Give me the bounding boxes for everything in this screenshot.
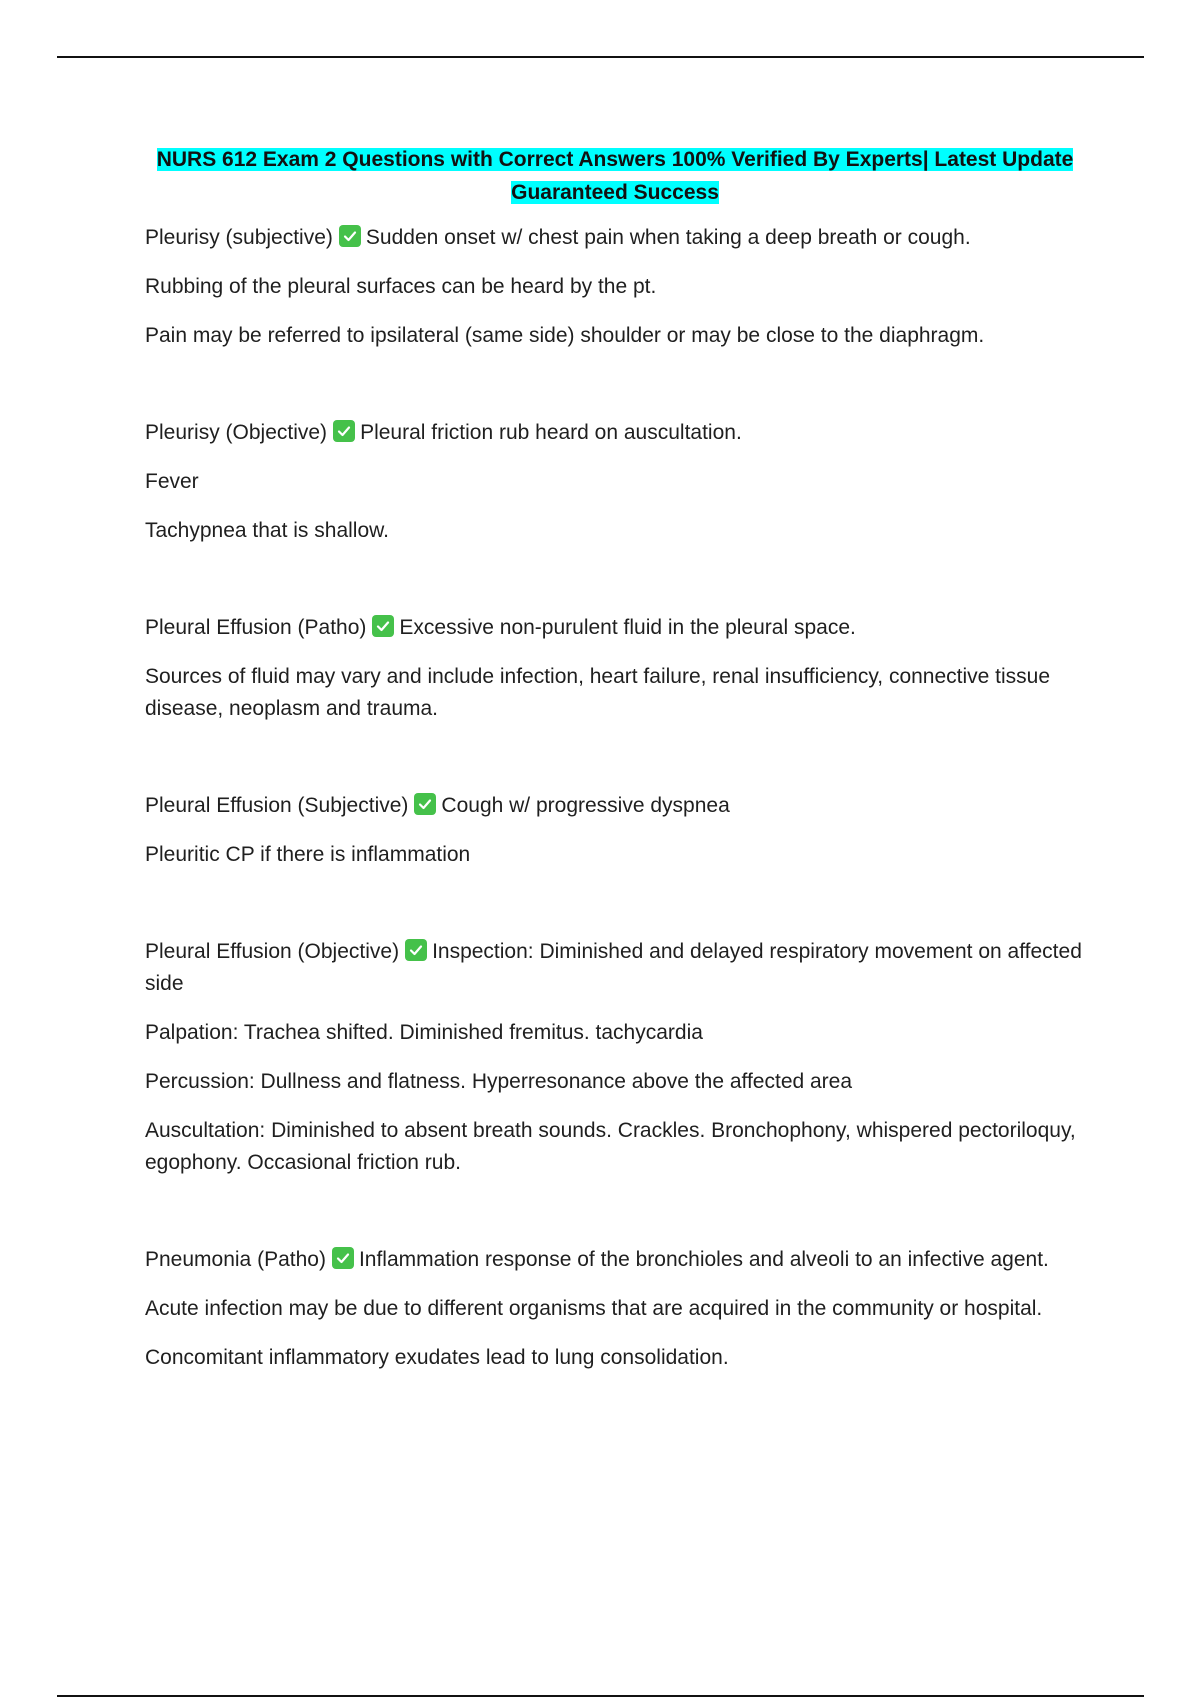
qa-term: Pleural Effusion (Objective) <box>145 940 400 963</box>
qa-detail-line: Tachypnea that is shallow. <box>145 519 389 542</box>
check-mark-icon <box>372 615 394 637</box>
qa-detail-line: Acute infection may be due to different organisms that are acquired in the community or hospital. <box>145 1297 1043 1320</box>
qa-entry <box>145 790 1085 871</box>
qa-entry <box>145 417 1085 547</box>
qa-detail-line: Pain may be referred to ipsilateral (same side) shoulder or may be close to the diaphragm. <box>145 324 985 347</box>
header-rule <box>57 56 1144 58</box>
qa-detail-line: Sources of fluid may vary and include infection, heart failure, renal insufficiency, connective tissue disease, neoplasm and trauma. <box>145 665 1051 720</box>
footer-rule <box>57 1695 1144 1697</box>
qa-term: Pneumonia (Patho) <box>145 1248 326 1271</box>
qa-answer: Inflammation response of the bronchioles and alveoli to an infective agent. <box>358 1248 1049 1271</box>
qa-term: Pleural Effusion (Patho) <box>145 616 367 639</box>
title-line-1: NURS 612 Exam 2 Questions with Correct Answers 100% Verified By Experts| Latest Update <box>156 148 1074 171</box>
qa-question-line <box>145 417 1085 449</box>
qa-question-line <box>145 790 1085 822</box>
qa-answer: Inspection: Diminished and delayed respiratory movement on affected side <box>145 940 1082 995</box>
qa-question-line <box>145 222 1085 254</box>
title-line-2: Guaranteed Success <box>511 181 719 204</box>
qa-term: Pleurisy (subjective) <box>145 226 333 249</box>
qa-term: Pleural Effusion (Subjective) <box>145 794 409 817</box>
qa-detail-line: Auscultation: Diminished to absent breath sounds. Crackles. Bronchophony, whispered pectoriloquy, egophony. Occasional friction rub. <box>145 1119 1076 1174</box>
check-mark-icon <box>339 225 361 247</box>
qa-entry <box>145 222 1085 352</box>
check-mark-icon <box>332 1247 354 1269</box>
qa-question-line <box>145 1244 1085 1276</box>
qa-entry <box>145 936 1085 1179</box>
qa-answer: Pleural friction rub heard on auscultation. <box>360 421 742 444</box>
qa-detail-line: Fever <box>145 470 199 493</box>
check-mark-icon <box>414 793 436 815</box>
qa-detail-line: Pleuritic CP if there is inflammation <box>145 843 471 866</box>
qa-detail-line: Palpation: Trachea shifted. Diminished fremitus. tachycardia <box>145 1021 703 1044</box>
qa-answer: Excessive non-purulent fluid in the pleural space. <box>399 616 856 639</box>
qa-detail-line: Concomitant inflammatory exudates lead to lung consolidation. <box>145 1346 729 1369</box>
qa-entry <box>145 1244 1085 1374</box>
qa-answer: Sudden onset w/ chest pain when taking a deep breath or cough. <box>365 226 971 249</box>
qa-detail-line: Percussion: Dullness and flatness. Hyperresonance above the affected area <box>145 1070 853 1093</box>
document-page <box>145 143 1085 1391</box>
document-title <box>145 143 1085 209</box>
qa-detail-line: Rubbing of the pleural surfaces can be heard by the pt. <box>145 275 657 298</box>
check-mark-icon <box>405 939 427 961</box>
qa-question-line <box>145 612 1085 644</box>
qa-entry <box>145 612 1085 725</box>
qa-list <box>145 222 1085 1374</box>
qa-term: Pleurisy (Objective) <box>145 421 328 444</box>
qa-answer: Cough w/ progressive dyspnea <box>441 794 730 817</box>
qa-question-line <box>145 936 1085 1000</box>
check-mark-icon <box>333 420 355 442</box>
